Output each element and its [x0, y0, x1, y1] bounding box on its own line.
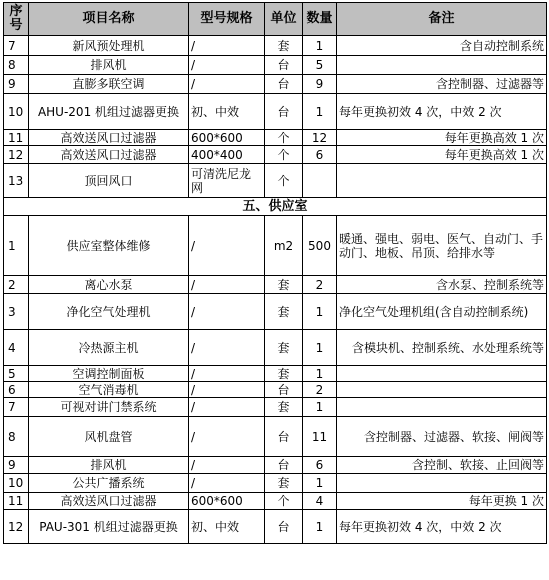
row-number-cell: 11	[4, 493, 29, 510]
table-row	[4, 36, 547, 56]
item-name-cell: 新风预处理机	[29, 36, 189, 56]
item-name-cell: 空气消毒机	[29, 382, 189, 398]
table-row	[4, 398, 547, 417]
row-number-cell: 11	[4, 130, 29, 146]
model-spec-cell: 600*600	[189, 493, 265, 510]
quantity-cell: 6	[303, 146, 337, 164]
model-spec-cell: /	[189, 216, 265, 276]
unit-cell: 台	[265, 510, 303, 544]
note-cell: 含控制器、过滤器、软接、闸阀等	[337, 417, 547, 457]
unit-cell: 个	[265, 146, 303, 164]
unit-cell: 台	[265, 94, 303, 130]
unit-cell: 个	[265, 493, 303, 510]
quantity-cell: 2	[303, 382, 337, 398]
item-name-cell: PAU-301 机组过滤器更换	[29, 510, 189, 544]
model-spec-cell: /	[189, 474, 265, 493]
note-cell: 每年更换高效 1 次	[337, 146, 547, 164]
unit-cell: 套	[265, 294, 303, 330]
table-row	[4, 330, 547, 366]
model-spec-cell: /	[189, 36, 265, 56]
note-cell: 含控制器、过滤器等	[337, 75, 547, 94]
section-b-header	[4, 198, 547, 216]
table-row	[4, 75, 547, 94]
unit-cell: 套	[265, 366, 303, 382]
row-number-cell: 7	[4, 398, 29, 417]
section-title: 五、供应室	[4, 198, 547, 216]
unit-cell: 套	[265, 276, 303, 294]
item-name-cell: 冷热源主机	[29, 330, 189, 366]
row-number-cell: 13	[4, 164, 29, 198]
note-cell: 净化空气处理机组(含自动控制系统)	[337, 294, 547, 330]
equipment-table	[3, 2, 547, 544]
header-unit: 单位	[265, 3, 303, 36]
table-row	[4, 94, 547, 130]
model-spec-cell: /	[189, 417, 265, 457]
note-cell	[337, 474, 547, 493]
table-row	[4, 56, 547, 75]
unit-cell: 个	[265, 130, 303, 146]
table-row	[4, 294, 547, 330]
unit-cell: 套	[265, 398, 303, 417]
note-cell: 含自动控制系统	[337, 36, 547, 56]
quantity-cell: 1	[303, 36, 337, 56]
table-row	[4, 366, 547, 382]
quantity-cell: 4	[303, 493, 337, 510]
table-row	[4, 216, 547, 276]
model-spec-cell: /	[189, 56, 265, 75]
quantity-cell: 1	[303, 510, 337, 544]
quantity-cell: 1	[303, 366, 337, 382]
unit-cell: 套	[265, 330, 303, 366]
model-spec-cell: /	[189, 276, 265, 294]
quantity-cell: 1	[303, 398, 337, 417]
item-name-cell: 顶回风口	[29, 164, 189, 198]
row-number-cell: 12	[4, 510, 29, 544]
quantity-cell: 500	[303, 216, 337, 276]
model-spec-cell: 600*600	[189, 130, 265, 146]
model-spec-cell: /	[189, 330, 265, 366]
note-cell: 含控制、软接、止回阀等	[337, 457, 547, 474]
quantity-cell: 6	[303, 457, 337, 474]
unit-cell: 台	[265, 75, 303, 94]
item-name-cell: 离心水泵	[29, 276, 189, 294]
header-no: 序号	[4, 3, 29, 36]
model-spec-cell: 400*400	[189, 146, 265, 164]
model-spec-cell: /	[189, 457, 265, 474]
row-number-cell: 8	[4, 56, 29, 75]
item-name-cell: 净化空气处理机	[29, 294, 189, 330]
table-row	[4, 474, 547, 493]
row-number-cell: 7	[4, 36, 29, 56]
model-spec-cell: 初、中效	[189, 510, 265, 544]
table-row	[4, 417, 547, 457]
quantity-cell	[303, 164, 337, 198]
model-spec-cell: /	[189, 75, 265, 94]
quantity-cell: 9	[303, 75, 337, 94]
item-name-cell: 高效送风口过滤器	[29, 146, 189, 164]
unit-cell: 套	[265, 36, 303, 56]
section-a-body	[4, 36, 547, 198]
note-cell: 每年更换高效 1 次	[337, 130, 547, 146]
item-name-cell: 直膨多联空调	[29, 75, 189, 94]
note-cell: 每年更换初效 4 次，中效 2 次	[337, 94, 547, 130]
table-row	[4, 382, 547, 398]
unit-cell: 台	[265, 56, 303, 75]
row-number-cell: 5	[4, 366, 29, 382]
quantity-cell: 1	[303, 94, 337, 130]
quantity-cell: 2	[303, 276, 337, 294]
note-cell: 含模块机、控制系统、水处理系统等	[337, 330, 547, 366]
unit-cell: 个	[265, 164, 303, 198]
note-cell: 暖通、强电、弱电、医气、自动门、手动门、地板、吊顶、给排水等	[337, 216, 547, 276]
table-row	[4, 146, 547, 164]
model-spec-cell: /	[189, 366, 265, 382]
section-b-body	[4, 216, 547, 544]
row-number-cell: 4	[4, 330, 29, 366]
item-name-cell: 排风机	[29, 56, 189, 75]
note-cell: 含水泵、控制系统等	[337, 276, 547, 294]
unit-cell: 台	[265, 417, 303, 457]
quantity-cell: 5	[303, 56, 337, 75]
item-name-cell: 排风机	[29, 457, 189, 474]
table-row	[4, 493, 547, 510]
row-number-cell: 2	[4, 276, 29, 294]
quantity-cell: 12	[303, 130, 337, 146]
model-spec-cell: 可清洗尼龙网	[189, 164, 265, 198]
note-cell	[337, 366, 547, 382]
model-spec-cell: /	[189, 294, 265, 330]
quantity-cell: 1	[303, 294, 337, 330]
note-cell: 每年更换 1 次	[337, 493, 547, 510]
row-number-cell: 9	[4, 457, 29, 474]
unit-cell: 台	[265, 457, 303, 474]
item-name-cell: 可视对讲门禁系统	[29, 398, 189, 417]
model-spec-cell: 初、中效	[189, 94, 265, 130]
model-spec-cell: /	[189, 398, 265, 417]
header-qty: 数量	[303, 3, 337, 36]
quantity-cell: 11	[303, 417, 337, 457]
section-title-row	[4, 198, 547, 216]
header-name: 项目名称	[29, 3, 189, 36]
row-number-cell: 3	[4, 294, 29, 330]
item-name-cell: 空调控制面板	[29, 366, 189, 382]
item-name-cell: 供应室整体维修	[29, 216, 189, 276]
row-number-cell: 8	[4, 417, 29, 457]
note-cell	[337, 398, 547, 417]
row-number-cell: 10	[4, 474, 29, 493]
unit-cell: 台	[265, 382, 303, 398]
header-note: 备注	[337, 3, 547, 36]
quantity-cell: 1	[303, 474, 337, 493]
unit-cell: 套	[265, 474, 303, 493]
header-model: 型号规格	[189, 3, 265, 36]
item-name-cell: 高效送风口过滤器	[29, 493, 189, 510]
table-row	[4, 276, 547, 294]
row-number-cell: 1	[4, 216, 29, 276]
note-cell	[337, 56, 547, 75]
note-cell: 每年更换初效 4 次，中效 2 次	[337, 510, 547, 544]
note-cell	[337, 164, 547, 198]
quantity-cell: 1	[303, 330, 337, 366]
row-number-cell: 10	[4, 94, 29, 130]
table-row	[4, 457, 547, 474]
table-header-row	[4, 3, 547, 36]
item-name-cell: 公共广播系统	[29, 474, 189, 493]
item-name-cell: 高效送风口过滤器	[29, 130, 189, 146]
table-row	[4, 130, 547, 146]
row-number-cell: 6	[4, 382, 29, 398]
row-number-cell: 9	[4, 75, 29, 94]
item-name-cell: 风机盘管	[29, 417, 189, 457]
unit-cell: m2	[265, 216, 303, 276]
table-row	[4, 164, 547, 198]
note-cell	[337, 382, 547, 398]
model-spec-cell: /	[189, 382, 265, 398]
item-name-cell: AHU-201 机组过滤器更换	[29, 94, 189, 130]
table-row	[4, 510, 547, 544]
row-number-cell: 12	[4, 146, 29, 164]
